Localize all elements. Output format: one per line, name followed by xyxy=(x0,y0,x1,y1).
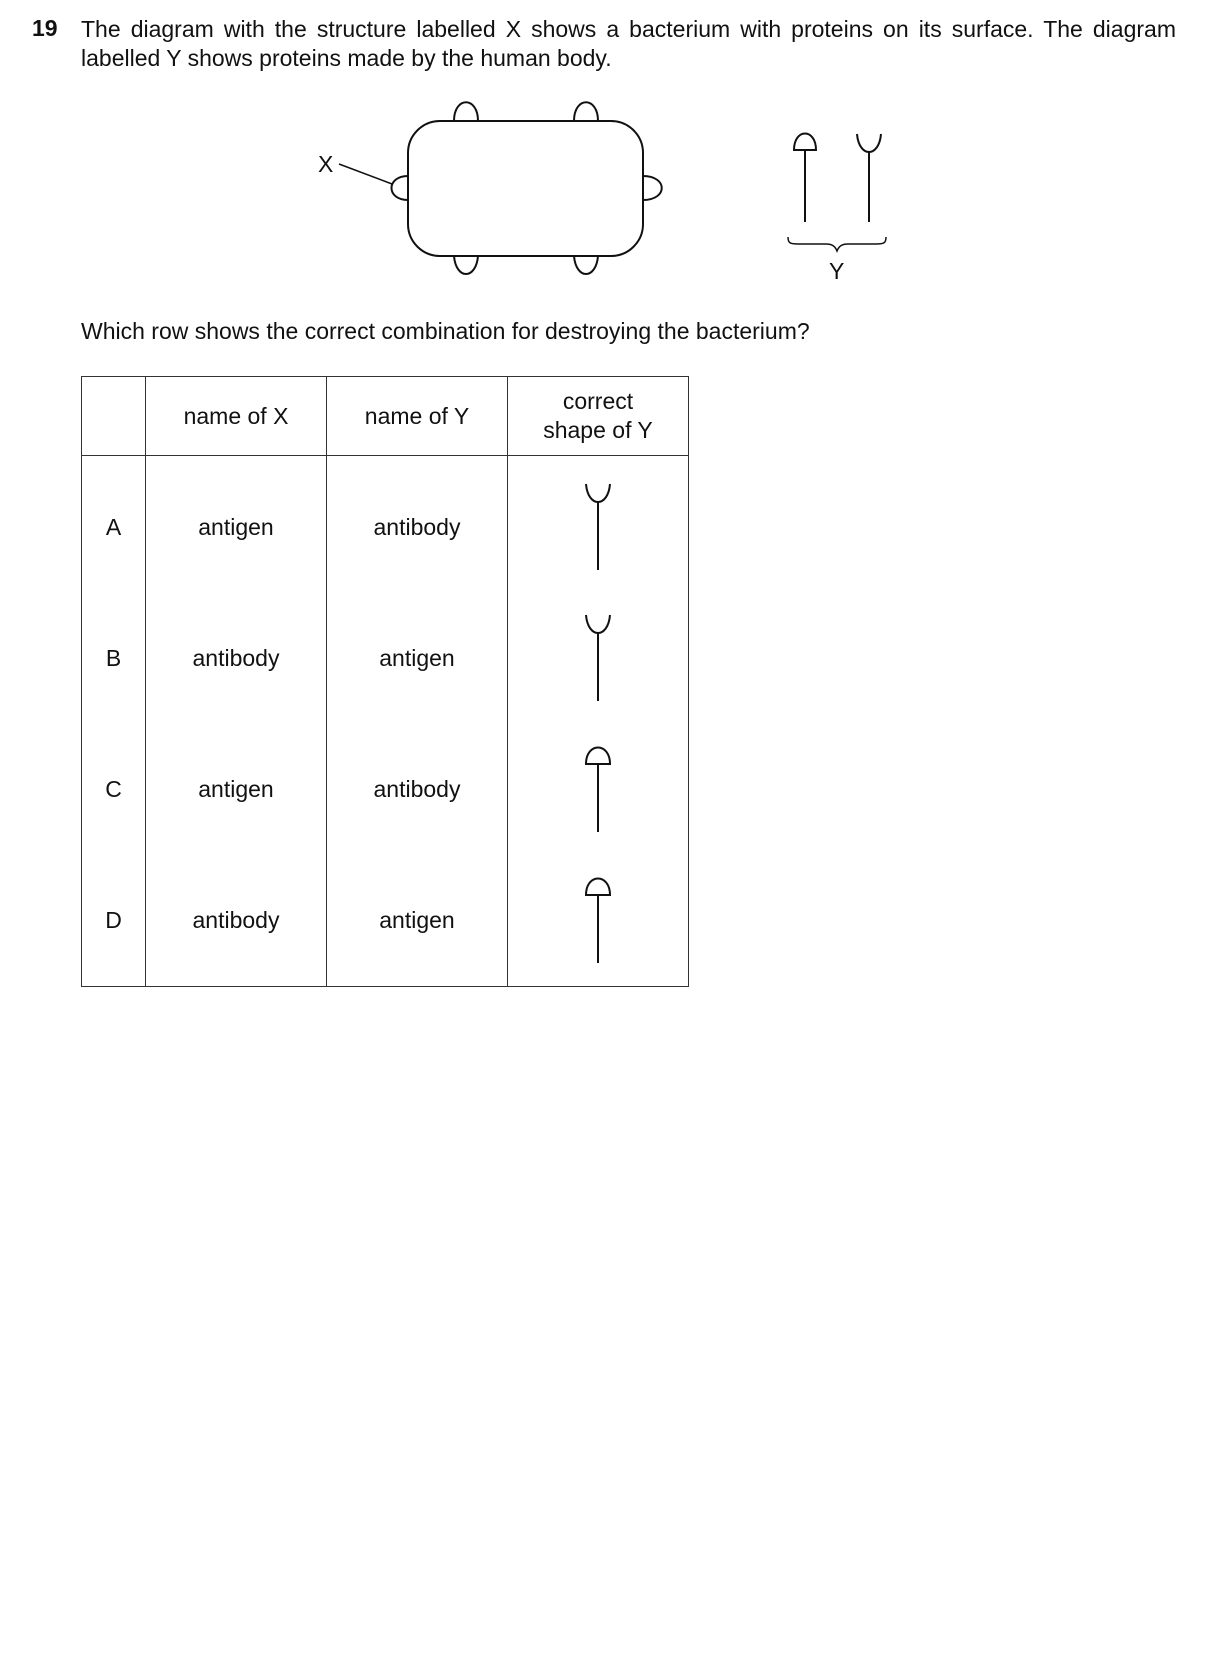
label-x-leader xyxy=(339,164,392,184)
header-name-y: name of Y xyxy=(327,377,508,456)
option-letter[interactable]: A xyxy=(82,456,146,594)
option-name-y: antigen xyxy=(327,855,508,987)
option-name-x: antibody xyxy=(146,855,327,987)
option-name-x: antigen xyxy=(146,724,327,855)
bacterium-diagram xyxy=(0,0,1209,300)
option-name-y: antibody xyxy=(327,456,508,594)
option-name-x: antigen xyxy=(146,456,327,594)
protein-dome-icon xyxy=(794,134,816,223)
antigen-top-left xyxy=(454,102,478,121)
antigen-top-right xyxy=(574,102,598,121)
table-row xyxy=(82,724,689,855)
brace-y xyxy=(788,237,886,251)
question-stem: The diagram with the structure labelled X shows a bacterium with proteins on its surface. The diagram labelled Y shows proteins made by the human body. xyxy=(81,16,1176,71)
option-shape xyxy=(508,456,689,594)
table-row xyxy=(82,855,689,987)
header-name-x: name of X xyxy=(146,377,327,456)
option-letter[interactable]: B xyxy=(82,593,146,724)
options-table xyxy=(81,376,689,987)
antigen-left xyxy=(392,176,409,200)
table-row xyxy=(82,456,689,594)
option-letter[interactable]: D xyxy=(82,855,146,987)
header-shape-line1: correct xyxy=(562,388,634,414)
option-name-x: antibody xyxy=(146,593,327,724)
protein-y-icon xyxy=(857,134,881,222)
dome-shape-icon xyxy=(578,740,618,840)
option-shape xyxy=(508,724,689,855)
header-shape xyxy=(508,377,689,456)
option-shape xyxy=(508,593,689,724)
question-prompt: Which row shows the correct combination for destroying the bacterium? xyxy=(81,318,810,344)
question-number: 19 xyxy=(32,15,58,41)
antigen-bottom-right xyxy=(574,256,598,274)
antigen-bottom-left xyxy=(454,256,478,274)
header-blank xyxy=(82,377,146,456)
label-y: Y xyxy=(829,258,845,284)
option-shape xyxy=(508,855,689,987)
option-name-y: antigen xyxy=(327,593,508,724)
bacterium-body xyxy=(408,121,643,256)
y-shape-icon xyxy=(578,609,618,709)
label-x: X xyxy=(318,151,334,177)
option-letter[interactable]: C xyxy=(82,724,146,855)
antigen-right xyxy=(643,176,662,200)
table-header-row xyxy=(82,377,689,456)
dome-shape-icon xyxy=(578,871,618,971)
option-name-y: antibody xyxy=(327,724,508,855)
y-shape-icon xyxy=(578,478,618,578)
table-row xyxy=(82,593,689,724)
header-shape-line2: shape of Y xyxy=(543,417,653,443)
